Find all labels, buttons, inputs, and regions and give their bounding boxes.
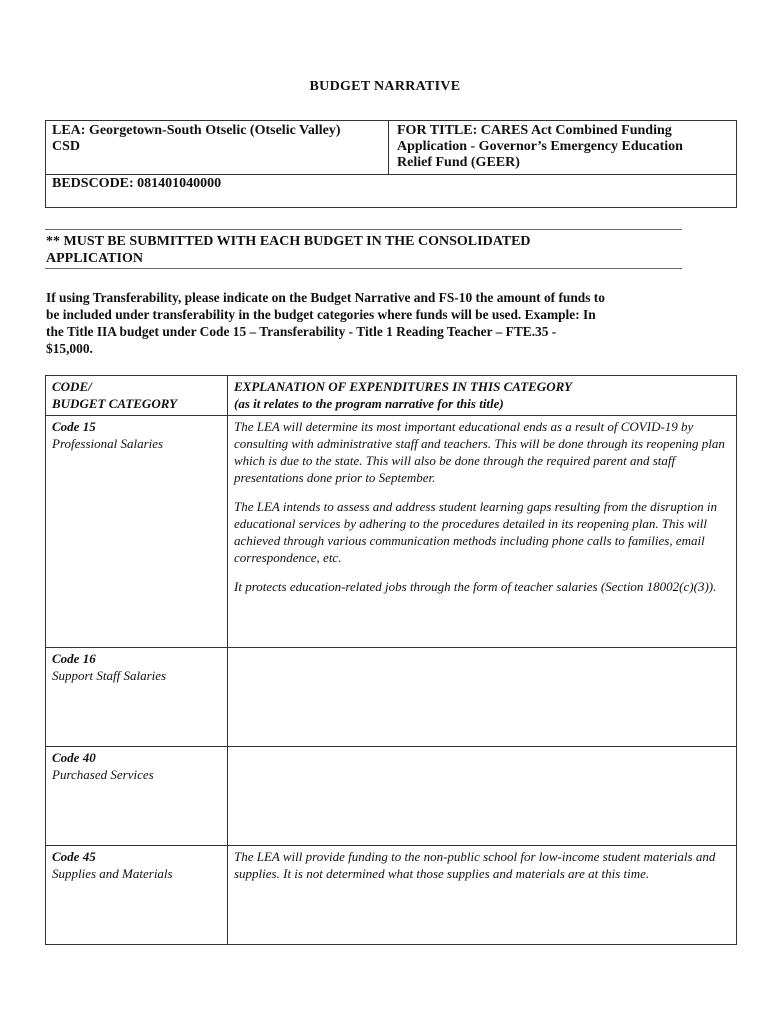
explanation-paragraph: The LEA will provide funding to the non-public school for low-income student materials and supplies. It is not determined what those supplies and materials are at this time. bbox=[234, 849, 716, 881]
header-code-cell bbox=[46, 376, 228, 416]
explanation-cell bbox=[228, 648, 737, 747]
explanation-paragraph: The LEA intends to assess and address student learning gaps resulting from the disruption in educational services by adhering to the procedures detailed in its reopening plan. This will achieved through various communication methods including phone calls to families, email correspondence, etc. bbox=[234, 499, 717, 565]
divider-top bbox=[45, 229, 682, 230]
code-cell bbox=[46, 846, 228, 945]
notice-line1: ** MUST BE SUBMITTED WITH EACH BUDGET IN THE CONSOLIDATED bbox=[46, 234, 531, 249]
code-number: Code 40 bbox=[52, 750, 96, 765]
transfer-line4: $15,000. bbox=[46, 341, 93, 356]
header-code-line2: BUDGET CATEGORY bbox=[52, 396, 178, 411]
code-number: Code 45 bbox=[52, 849, 96, 864]
code-number: Code 15 bbox=[52, 419, 96, 434]
code-cell bbox=[46, 648, 228, 747]
transfer-line2: be included under transferability in the budget categories where funds will be used. Example: In bbox=[46, 307, 596, 322]
page-title: BUDGET NARRATIVE bbox=[309, 79, 461, 94]
code-category: Supplies and Materials bbox=[52, 866, 173, 881]
lea-info-row bbox=[46, 121, 736, 175]
submission-notice bbox=[46, 233, 686, 267]
header-expl-line1: EXPLANATION OF EXPENDITURES IN THIS CATEGORY bbox=[234, 379, 572, 394]
code-cell bbox=[46, 747, 228, 846]
transfer-line3: the Title IIA budget under Code 15 – Transferability - Title 1 Reading Teacher – FTE.35 - bbox=[46, 324, 557, 339]
table-header-row bbox=[46, 376, 737, 416]
table-row bbox=[46, 846, 737, 945]
table-row bbox=[46, 648, 737, 747]
for-title-line3: Relief Fund (GEER) bbox=[397, 155, 520, 170]
code-number: Code 16 bbox=[52, 651, 96, 666]
code-category: Professional Salaries bbox=[52, 436, 164, 451]
table-row bbox=[46, 416, 737, 648]
budget-category-table bbox=[45, 375, 737, 945]
lea-info-table bbox=[45, 120, 737, 208]
for-title-line1: FOR TITLE: CARES Act Combined Funding bbox=[397, 123, 672, 138]
for-title-line2: Application - Governor’s Emergency Education bbox=[397, 139, 683, 154]
for-title-cell bbox=[389, 121, 736, 174]
explanation-paragraph: It protects education-related jobs through the form of teacher salaries (Section 18002(c)(3)). bbox=[234, 579, 717, 594]
lea-name: LEA: Georgetown-South Otselic (Otselic Valley) bbox=[52, 123, 341, 138]
table-row bbox=[46, 747, 737, 846]
header-code-line1: CODE/ bbox=[52, 379, 92, 394]
lea-name-cont: CSD bbox=[52, 139, 81, 154]
header-expl-line2: (as it relates to the program narrative for this title) bbox=[234, 396, 504, 411]
transfer-line1: If using Transferability, please indicate on the Budget Narrative and FS-10 the amount of funds to bbox=[46, 290, 605, 305]
code-cell bbox=[46, 416, 228, 648]
explanation-cell bbox=[228, 747, 737, 846]
explanation-cell bbox=[228, 846, 737, 945]
notice-line2: APPLICATION bbox=[46, 251, 143, 266]
code-category: Support Staff Salaries bbox=[52, 668, 167, 683]
transferability-instructions bbox=[46, 289, 726, 357]
bedscode-cell: BEDSCODE: 081401040000 bbox=[52, 176, 222, 191]
divider-bottom bbox=[45, 268, 682, 269]
explanation-cell bbox=[228, 416, 737, 648]
explanation-paragraph: The LEA will determine its most important educational ends as a result of COVID-19 by consulting with administrative staff and teachers. This will be done through its reopening plan which is due to the state. This will also be done through the required parent and staff presentations done prior to September. bbox=[234, 419, 725, 485]
code-category: Purchased Services bbox=[52, 767, 154, 782]
header-explanation-cell bbox=[228, 376, 737, 416]
lea-cell bbox=[46, 121, 389, 174]
